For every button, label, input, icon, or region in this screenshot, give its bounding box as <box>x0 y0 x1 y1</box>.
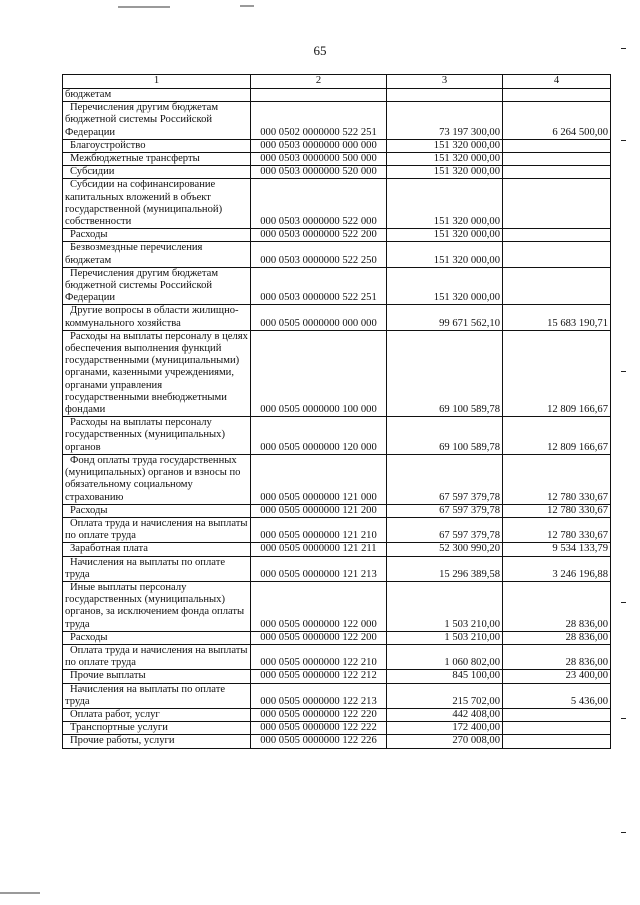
row-value-plan: 151 320 000,00 <box>387 153 503 166</box>
row-value-actual: 12 809 166,67 <box>503 417 611 455</box>
row-name: Прочие выплаты <box>63 670 251 683</box>
row-name: Прочие работы, услуги <box>63 735 251 748</box>
row-code: 000 0505 0000000 122 222 <box>251 722 387 735</box>
row-code: 000 0503 0000000 520 000 <box>251 166 387 179</box>
row-code: 000 0505 0000000 122 213 <box>251 683 387 708</box>
row-name: Оплата труда и начисления на выплаты по оплате труда <box>63 644 251 669</box>
row-value-actual <box>503 89 611 102</box>
row-value-plan: 69 100 589,78 <box>387 330 503 416</box>
row-value-actual: 28 836,00 <box>503 644 611 669</box>
row-value-plan: 442 408,00 <box>387 708 503 721</box>
row-value-plan: 15 296 389,58 <box>387 556 503 581</box>
row-value-plan: 151 320 000,00 <box>387 229 503 242</box>
table-row <box>63 517 611 542</box>
margin-mark <box>621 832 626 833</box>
row-value-actual <box>503 267 611 305</box>
row-value-actual: 5 436,00 <box>503 683 611 708</box>
row-value-actual: 28 836,00 <box>503 631 611 644</box>
row-value-actual <box>503 139 611 152</box>
row-code: 000 0505 0000000 122 000 <box>251 581 387 631</box>
table-row <box>63 102 611 140</box>
row-code: 000 0505 0000000 120 000 <box>251 417 387 455</box>
row-name: Начисления на выплаты по оплате труда <box>63 683 251 708</box>
row-value-actual <box>503 722 611 735</box>
table-row <box>63 722 611 735</box>
scan-artifact <box>118 6 170 8</box>
table-row <box>63 153 611 166</box>
row-code: 000 0503 0000000 522 200 <box>251 229 387 242</box>
row-code: 000 0505 0000000 122 212 <box>251 670 387 683</box>
table-row <box>63 330 611 416</box>
row-code <box>251 89 387 102</box>
row-value-plan: 1 060 802,00 <box>387 644 503 669</box>
table-row <box>63 581 611 631</box>
row-value-actual: 3 246 196,88 <box>503 556 611 581</box>
row-name: Расходы на выплаты персоналу в целях обеспечения выполнения функций государственными (муниципальными) органами, казенными учреждениями, органами управления государственными внебюджетными фондами <box>63 330 251 416</box>
table-row <box>63 139 611 152</box>
row-code: 000 0505 0000000 000 000 <box>251 305 387 330</box>
row-value-plan: 67 597 379,78 <box>387 454 503 504</box>
row-name: Оплата труда и начисления на выплаты по оплате труда <box>63 517 251 542</box>
table-row <box>63 631 611 644</box>
row-code: 000 0503 0000000 522 251 <box>251 267 387 305</box>
row-name: Иные выплаты персоналу государственных (муниципальных) органов, за исключением фонда оплаты труда <box>63 581 251 631</box>
row-code: 000 0505 0000000 121 200 <box>251 504 387 517</box>
table-row <box>63 670 611 683</box>
row-name: Расходы <box>63 631 251 644</box>
table-row <box>63 179 611 229</box>
row-code: 000 0503 0000000 000 000 <box>251 139 387 152</box>
row-value-plan: 151 320 000,00 <box>387 166 503 179</box>
row-code: 000 0505 0000000 122 220 <box>251 708 387 721</box>
row-name: Заработная плата <box>63 543 251 556</box>
row-code: 000 0505 0000000 121 210 <box>251 517 387 542</box>
row-value-actual <box>503 153 611 166</box>
scan-artifact <box>240 5 254 7</box>
row-value-actual <box>503 242 611 267</box>
table-row <box>63 305 611 330</box>
table-row <box>63 504 611 517</box>
row-value-actual: 12 780 330,67 <box>503 517 611 542</box>
row-value-actual: 9 534 133,79 <box>503 543 611 556</box>
row-name: Расходы на выплаты персоналу государственных (муниципальных) органов <box>63 417 251 455</box>
row-value-plan: 172 400,00 <box>387 722 503 735</box>
row-value-actual <box>503 179 611 229</box>
row-code: 000 0503 0000000 500 000 <box>251 153 387 166</box>
column-header: 2 <box>251 75 387 89</box>
row-name: бюджетам <box>63 89 251 102</box>
row-name: Расходы <box>63 229 251 242</box>
row-name: Расходы <box>63 504 251 517</box>
table-header-row <box>63 75 611 89</box>
row-name: Перечисления другим бюджетам бюджетной системы Российской Федерации <box>63 102 251 140</box>
row-value-plan: 1 503 210,00 <box>387 631 503 644</box>
row-name: Другие вопросы в области жилищно-коммунального хозяйства <box>63 305 251 330</box>
row-code: 000 0505 0000000 122 210 <box>251 644 387 669</box>
row-name: Субсидии на софинансирование капитальных вложений в объект государственной (муниципальной) собственности <box>63 179 251 229</box>
row-code: 000 0502 0000000 522 251 <box>251 102 387 140</box>
row-name: Межбюджетные трансферты <box>63 153 251 166</box>
table-row <box>63 644 611 669</box>
row-value-plan: 67 597 379,78 <box>387 504 503 517</box>
margin-mark <box>621 602 626 603</box>
row-code: 000 0505 0000000 121 213 <box>251 556 387 581</box>
row-value-actual <box>503 229 611 242</box>
row-code: 000 0503 0000000 522 000 <box>251 179 387 229</box>
row-value-actual: 12 809 166,67 <box>503 330 611 416</box>
row-value-actual: 12 780 330,67 <box>503 504 611 517</box>
row-name: Фонд оплаты труда государственных (муниципальных) органов и взносы по обязательному социальному страхованию <box>63 454 251 504</box>
row-value-plan: 99 671 562,10 <box>387 305 503 330</box>
row-name: Оплата работ, услуг <box>63 708 251 721</box>
table-row <box>63 89 611 102</box>
budget-table <box>62 74 611 749</box>
row-value-actual <box>503 708 611 721</box>
row-name: Субсидии <box>63 166 251 179</box>
margin-mark <box>621 140 626 141</box>
table-row <box>63 543 611 556</box>
row-code: 000 0503 0000000 522 250 <box>251 242 387 267</box>
row-value-plan: 151 320 000,00 <box>387 139 503 152</box>
row-value-plan: 67 597 379,78 <box>387 517 503 542</box>
page-number: 65 <box>313 43 327 58</box>
table-row <box>63 556 611 581</box>
row-value-plan: 151 320 000,00 <box>387 267 503 305</box>
table-row <box>63 166 611 179</box>
row-code: 000 0505 0000000 122 226 <box>251 735 387 748</box>
table-body <box>63 89 611 749</box>
row-code: 000 0505 0000000 121 211 <box>251 543 387 556</box>
table-row <box>63 708 611 721</box>
row-name: Перечисления другим бюджетам бюджетной системы Российской Федерации <box>63 267 251 305</box>
column-header: 4 <box>503 75 611 89</box>
row-value-plan: 151 320 000,00 <box>387 179 503 229</box>
row-value-plan: 151 320 000,00 <box>387 242 503 267</box>
row-value-plan <box>387 89 503 102</box>
row-value-actual: 23 400,00 <box>503 670 611 683</box>
row-code: 000 0505 0000000 122 200 <box>251 631 387 644</box>
row-name: Начисления на выплаты по оплате труда <box>63 556 251 581</box>
row-value-actual: 15 683 190,71 <box>503 305 611 330</box>
row-value-actual: 12 780 330,67 <box>503 454 611 504</box>
row-value-actual <box>503 166 611 179</box>
row-value-actual: 6 264 500,00 <box>503 102 611 140</box>
margin-mark <box>621 371 626 372</box>
row-value-plan: 270 008,00 <box>387 735 503 748</box>
table-row <box>63 267 611 305</box>
table-row <box>63 229 611 242</box>
table-row <box>63 735 611 748</box>
row-value-plan: 73 197 300,00 <box>387 102 503 140</box>
row-value-plan: 69 100 589,78 <box>387 417 503 455</box>
column-header: 3 <box>387 75 503 89</box>
row-code: 000 0505 0000000 100 000 <box>251 330 387 416</box>
table-row <box>63 454 611 504</box>
row-name: Благоустройство <box>63 139 251 152</box>
row-name: Безвозмездные перечисления бюджетам <box>63 242 251 267</box>
scan-artifact <box>0 892 40 894</box>
column-header: 1 <box>63 75 251 89</box>
row-code: 000 0505 0000000 121 000 <box>251 454 387 504</box>
table-row <box>63 683 611 708</box>
row-name: Транспортные услуги <box>63 722 251 735</box>
row-value-plan: 1 503 210,00 <box>387 581 503 631</box>
row-value-plan: 52 300 990,20 <box>387 543 503 556</box>
table-row <box>63 417 611 455</box>
row-value-actual <box>503 735 611 748</box>
margin-mark <box>621 718 626 719</box>
row-value-plan: 845 100,00 <box>387 670 503 683</box>
row-value-plan: 215 702,00 <box>387 683 503 708</box>
row-value-actual: 28 836,00 <box>503 581 611 631</box>
table-row <box>63 242 611 267</box>
